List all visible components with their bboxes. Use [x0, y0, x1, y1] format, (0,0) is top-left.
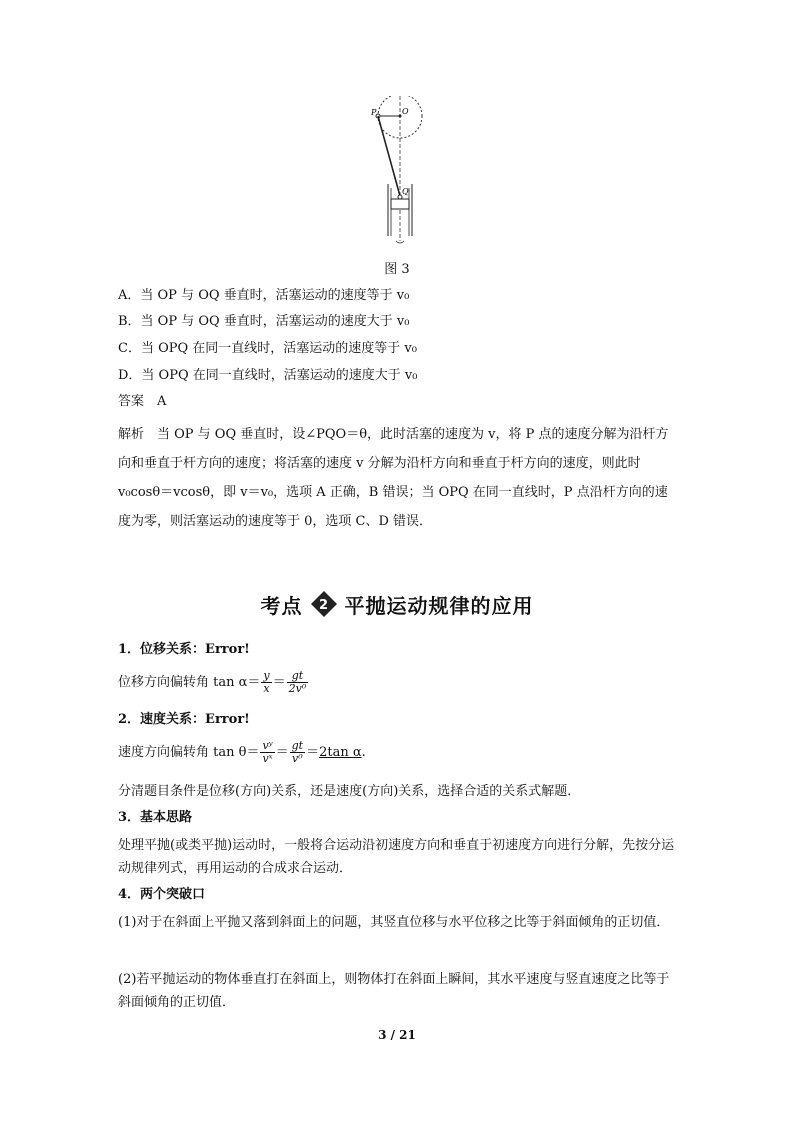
- crank-piston-diagram: [360, 96, 440, 256]
- section-title: 平抛运动规律的应用: [344, 594, 534, 618]
- frac-num: gt: [291, 739, 304, 752]
- formula-2-end: .: [361, 745, 366, 760]
- fraction-y-over-x: [261, 670, 271, 695]
- fraction-gt-over-2v0: [287, 670, 309, 695]
- item-2-title: 2．速度关系：Error!: [118, 712, 250, 727]
- option-c: C．当 OPQ 在同一直线时，活塞运动的速度等于 v₀: [118, 341, 417, 356]
- section-number-badge: [311, 591, 337, 617]
- formula-2-result: 2tan α: [319, 745, 362, 760]
- equals: ＝: [275, 745, 289, 760]
- figure-caption: 图 3: [384, 262, 410, 277]
- item-4-title: 4．两个突破口: [118, 887, 206, 902]
- label-p: P: [371, 108, 377, 117]
- item-4-point-1: (1)对于在斜面上平抛又落到斜面上的问题，其竖直位移与水平位移之比等于斜面倾角的正切值．: [118, 915, 670, 930]
- relation-note: 分清题目条件是位移(方向)关系，还是速度(方向)关系，选择合适的关系式解题．: [118, 784, 581, 799]
- section-prefix: 考点: [260, 594, 303, 618]
- item-4-point-2: (2)若平抛运动的物体垂直打在斜面上，则物体打在斜面上瞬间，其水平速度与竖直速度之比等于斜面倾角的正切值．: [118, 972, 670, 1010]
- analysis-paragraph: 解析 当 OP 与 OQ 垂直时，设∠PQO＝θ，此时活塞的速度为 v，将 P 点的速度分解为沿杆方向和垂直于杆方向的速度；将活塞的速度 v 分解为沿杆方向和垂直于杆方向的速度，则此时 v₀cosθ＝vcosθ，即 v＝v₀，选项 A 正确，B 错误；当 OPQ 在同一直线时，P 点沿杆方向的速度为零，则活塞运动的速度等于 0，选项 C、D 错误．: [118, 427, 669, 529]
- fraction-gt-over-v0: [290, 740, 305, 765]
- item-1-formula: [118, 670, 309, 696]
- frac-num: gt: [287, 670, 309, 683]
- frac-den: vˣ: [262, 752, 273, 765]
- frac-num: vʸ: [262, 739, 273, 752]
- piston-figure: [360, 96, 440, 256]
- frac-den: 2v⁰: [288, 682, 307, 695]
- label-q: Q: [402, 187, 409, 196]
- option-a: A．当 OP 与 OQ 垂直时，活塞运动的速度等于 v₀: [118, 288, 410, 303]
- item-3-text: 处理平抛(或类平抛)运动时，一般将合运动沿初速度方向和垂直于初速度方向进行分解，先按分运动规律列式，再用运动的合成求合运动．: [118, 838, 675, 876]
- item-1-title: 1．位移关系：Error!: [118, 642, 250, 657]
- section-heading: [0, 590, 794, 619]
- option-b: B．当 OP 与 OQ 垂直时，活塞运动的速度大于 v₀: [118, 314, 410, 329]
- frac-den: v⁰: [292, 752, 303, 765]
- item-3-title: 3．基本思路: [118, 810, 193, 825]
- frac-num: y: [263, 669, 270, 682]
- frac-den: x: [263, 682, 270, 695]
- answer: 答案 A: [118, 394, 167, 409]
- equals: ＝: [272, 675, 286, 690]
- page-number: 3 / 21: [378, 1028, 416, 1042]
- formula-1-prefix: 位移方向偏转角 tan α＝: [118, 675, 261, 690]
- label-o: O: [402, 107, 409, 116]
- equals: ＝: [306, 745, 320, 760]
- item-2-formula: [118, 740, 366, 766]
- fraction-vy-over-vx: [260, 740, 274, 765]
- formula-2-prefix: 速度方向偏转角 tan θ＝: [118, 745, 260, 760]
- section-number: 2: [318, 598, 329, 613]
- option-d: D．当 OPQ 在同一直线时，活塞运动的速度大于 v₀: [118, 368, 418, 383]
